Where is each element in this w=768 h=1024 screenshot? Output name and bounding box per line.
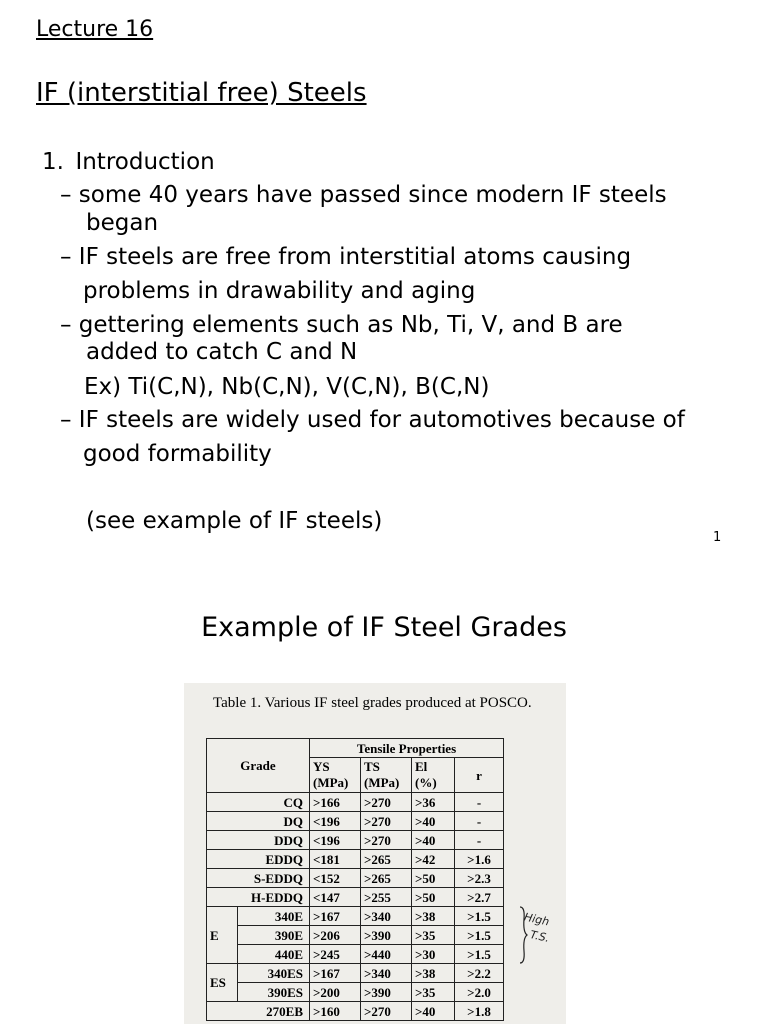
cell-ys: <196 (310, 812, 361, 831)
cell-grade: DQ (207, 812, 310, 831)
cell-r: >2.2 (455, 964, 504, 983)
cell-r: >2.7 (455, 888, 504, 907)
bullet-line-7: Ex) Ti(C,N), Nb(C,N), V(C,N), B(C,N) (84, 374, 490, 400)
bullet-line-8: – IF steels are widely used for automotives because of (60, 407, 685, 433)
cell-r: >2.0 (455, 983, 504, 1002)
cell-r: >1.5 (455, 907, 504, 926)
cell-grade: EDDQ (207, 850, 310, 869)
cell-ts: >340 (361, 964, 412, 983)
cell-ys: >200 (310, 983, 361, 1002)
cell-ts: >270 (361, 793, 412, 812)
handwritten-brace (518, 905, 528, 965)
cell-el: >50 (412, 888, 455, 907)
cell-ys: <196 (310, 831, 361, 850)
lecture-label: Lecture 16 (36, 17, 154, 42)
table-row (207, 888, 504, 907)
cell-r: >1.5 (455, 926, 504, 945)
cell-r: >1.8 (455, 1002, 504, 1021)
cell-r: - (455, 831, 504, 850)
cell-el: >40 (412, 831, 455, 850)
cell-grade: H-EDDQ (207, 888, 310, 907)
cell-ts: >270 (361, 831, 412, 850)
cell-r: >1.5 (455, 945, 504, 964)
bullet-line-3: – IF steels are free from interstitial atoms causing (60, 244, 632, 270)
cell-ys: >167 (310, 907, 361, 926)
table-row (207, 1002, 504, 1021)
table-row (207, 812, 504, 831)
cell-el: >50 (412, 869, 455, 888)
cell-ys: >206 (310, 926, 361, 945)
cell-ys: >167 (310, 964, 361, 983)
cell-r: >2.3 (455, 869, 504, 888)
see-example-note: (see example of IF steels) (86, 508, 383, 534)
table-header-row (207, 739, 504, 758)
bullet-line-1: – some 40 years have passed since modern IF steels (60, 182, 667, 208)
header-el: El (%) (412, 758, 455, 793)
cell-grade: CQ (207, 793, 310, 812)
cell-group: ES (207, 964, 238, 1002)
header-r: r (455, 758, 504, 793)
bullet-line-6: added to catch C and N (86, 339, 358, 365)
scanned-table-image (184, 683, 566, 1024)
cell-el: >30 (412, 945, 455, 964)
table-row (207, 869, 504, 888)
cell-grade: 340ES (238, 964, 310, 983)
header-ts: TS (MPa) (361, 758, 412, 793)
grade-table (206, 738, 504, 1021)
cell-grade: 440E (238, 945, 310, 964)
cell-ts: >440 (361, 945, 412, 964)
cell-ys: >160 (310, 1002, 361, 1021)
cell-ts: >270 (361, 812, 412, 831)
page-title: IF (interstitial free) Steels (36, 78, 367, 108)
cell-grade: DDQ (207, 831, 310, 850)
cell-el: >42 (412, 850, 455, 869)
bullet-line-4: problems in drawability and aging (83, 278, 476, 304)
cell-ts: >390 (361, 926, 412, 945)
table-row (207, 964, 504, 983)
cell-ys: >245 (310, 945, 361, 964)
cell-ts: >390 (361, 983, 412, 1002)
cell-ts: >270 (361, 1002, 412, 1021)
cell-r: - (455, 812, 504, 831)
handwritten-note-line2: T.S. (528, 928, 551, 945)
cell-grade: S-EDDQ (207, 869, 310, 888)
header-grade: Grade (207, 739, 310, 793)
cell-grade: 390ES (238, 983, 310, 1002)
cell-el: >35 (412, 926, 455, 945)
cell-ys: <152 (310, 869, 361, 888)
bullet-line-5: – gettering elements such as Nb, Ti, V, and B are (60, 312, 623, 338)
cell-el: >38 (412, 964, 455, 983)
table-row (207, 831, 504, 850)
cell-group: E (207, 907, 238, 964)
header-ys: YS (MPa) (310, 758, 361, 793)
table-row (207, 945, 504, 964)
cell-grade: 390E (238, 926, 310, 945)
cell-el: >35 (412, 983, 455, 1002)
table-row (207, 850, 504, 869)
table-caption: Table 1. Various IF steel grades produced at POSCO. (213, 695, 532, 711)
bullet-line-2: began (86, 210, 159, 236)
bullet-line-9: good formability (83, 441, 272, 467)
page-number: 1 (713, 530, 722, 545)
cell-ts: >340 (361, 907, 412, 926)
cell-el: >40 (412, 1002, 455, 1021)
cell-r: >1.6 (455, 850, 504, 869)
section-heading: 1. Introduction (42, 149, 215, 175)
cell-ts: >255 (361, 888, 412, 907)
cell-ts: >265 (361, 850, 412, 869)
header-tensile-properties: Tensile Properties (310, 739, 504, 758)
cell-ys: >166 (310, 793, 361, 812)
table-row (207, 926, 504, 945)
cell-el: >38 (412, 907, 455, 926)
cell-grade: 270EB (207, 1002, 310, 1021)
table-row (207, 983, 504, 1002)
cell-el: >36 (412, 793, 455, 812)
table-row (207, 793, 504, 812)
cell-ys: <147 (310, 888, 361, 907)
handwritten-note-line1: High (522, 910, 551, 929)
cell-el: >40 (412, 812, 455, 831)
cell-ys: <181 (310, 850, 361, 869)
table-row (207, 907, 504, 926)
cell-ts: >265 (361, 869, 412, 888)
cell-r: - (455, 793, 504, 812)
cell-grade: 340E (238, 907, 310, 926)
slide-title: Example of IF Steel Grades (201, 612, 567, 643)
